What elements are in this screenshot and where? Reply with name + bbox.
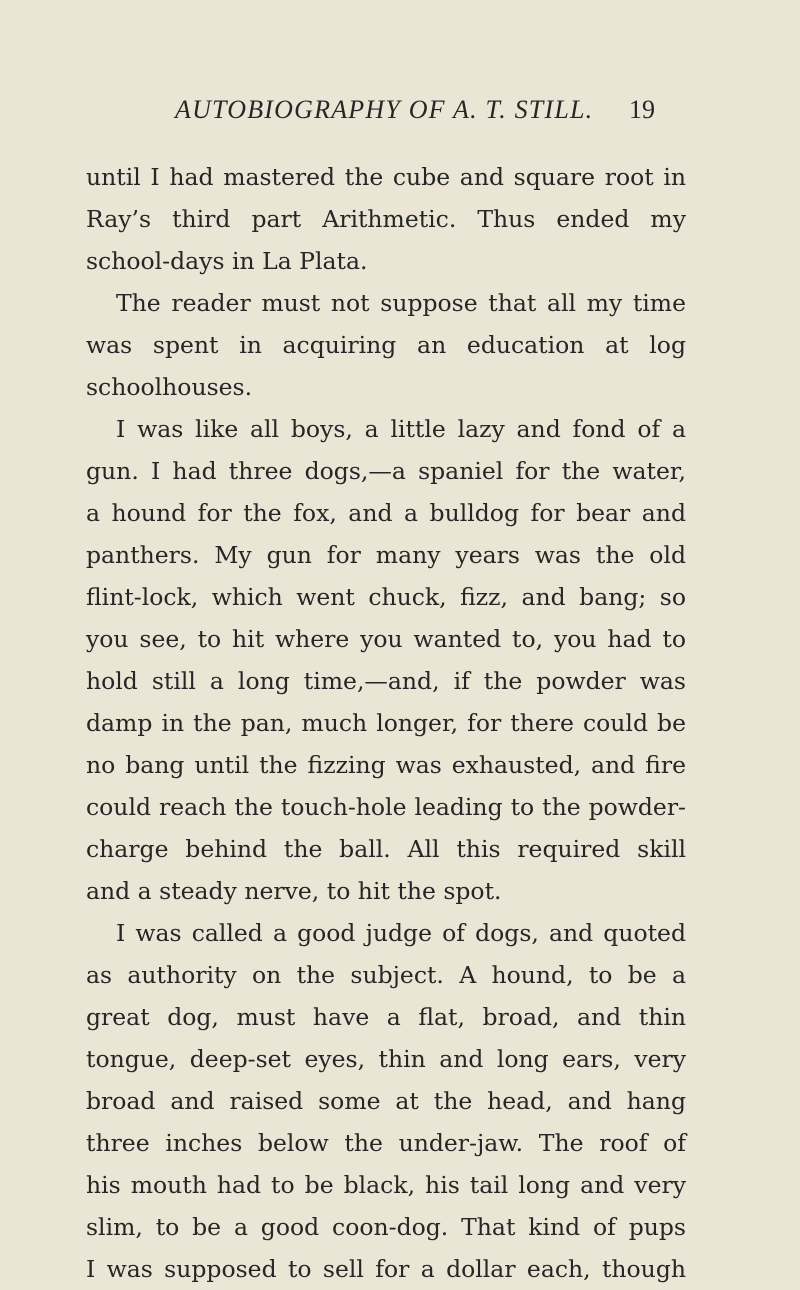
text-line: schoolhouses. [86, 373, 253, 401]
text-line: gun. I had three dogs,—a spaniel for the water, [86, 457, 686, 485]
text-line: panthers. My gun for many years was the old [86, 541, 686, 569]
page-number: 19 [629, 95, 655, 124]
text-line: broad and raised some at the head, and hang [86, 1087, 686, 1115]
text-line: I was supposed to sell for a dollar each, though [86, 1255, 686, 1283]
text-line: you see, to hit where you wanted to, you had to [86, 625, 686, 653]
text-line: charge behind the ball. All this required skill [86, 835, 686, 863]
text-line: was spent in acquiring an education at log [86, 331, 686, 359]
running-head [175, 95, 655, 135]
text-line: damp in the pan, much longer, for there could be [86, 709, 686, 737]
text-line: could reach the touch-hole leading to the powder- [86, 793, 686, 821]
text-line: slim, to be a good coon-dog. That kind of pups [86, 1213, 686, 1241]
text-line: a hound for the fox, and a bulldog for bear and [86, 499, 686, 527]
text-line: The reader must not suppose that all my time [116, 289, 686, 317]
text-line: tongue, deep-set eyes, thin and long ears, very [86, 1045, 686, 1073]
text-line: I was called a good judge of dogs, and quoted [116, 919, 686, 947]
text-line: school-days in La Plata. [86, 247, 368, 275]
text-line: flint-lock, which went chuck, fizz, and bang; so [86, 583, 686, 611]
text-line: and a steady nerve, to hit the spot. [86, 877, 502, 905]
text-line: great dog, must have a flat, broad, and thin [86, 1003, 686, 1031]
text-line: as authority on the subject. A hound, to be a [86, 961, 686, 989]
text-line: until I had mastered the cube and square root in [86, 163, 686, 191]
running-title: AUTOBIOGRAPHY OF A. T. STILL. [175, 95, 594, 124]
text-line: no bang until the fizzing was exhausted, and fire [86, 751, 686, 779]
text-line: three inches below the under-jaw. The roof of [86, 1129, 686, 1157]
text-line: his mouth had to be black, his tail long and very [86, 1171, 686, 1199]
text-line: Ray’s third part Arithmetic. Thus ended my [86, 205, 686, 233]
body-text [86, 156, 686, 1290]
text-line: I was like all boys, a little lazy and fond of a [116, 415, 686, 443]
text-line: hold still a long time,—and, if the powder was [86, 667, 686, 695]
